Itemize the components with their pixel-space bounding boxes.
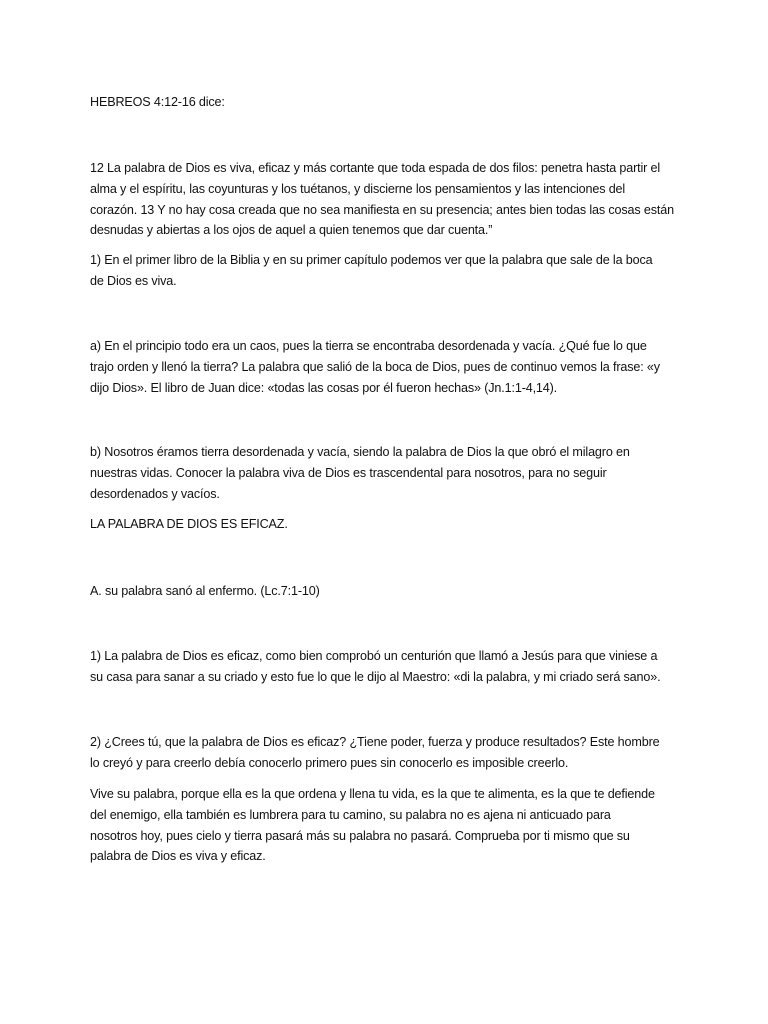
closing-paragraph: Vive su palabra, porque ella es la que ordena y llena tu vida, es la que te alimenta, es la que te defiende del enemigo, ella también es lumbrera para tu camino, su palabra no es ajena ni anticuado para nosotros hoy, pues cielo y tierra pasará más su palabra no pasará. Comprueba por ti mismo que su palabra de Dios es viva y eficaz. [90,787,655,864]
subsection-a-title: A. su palabra sanó al enfermo. (Lc.7:1-10) [90,584,320,598]
document-heading: HEBREOS 4:12-16 dice: [90,95,225,109]
point-1-paragraph: 1) En el primer libro de la Biblia y en su primer capítulo podemos ver que la palabra que sale de la boca de Dios es viva. [90,253,653,288]
point-b-paragraph: b) Nosotros éramos tierra desordenada y vacía, siendo la palabra de Dios la que obró el milagro en nuestras vidas. Conocer la palabra viva de Dios es trascendental para nosotros, para no seguir desordenados y vacíos. [90,445,630,501]
point-a-paragraph: a) En el principio todo era un caos, pues la tierra se encontraba desordenada y vacía. ¿Qué fue lo que trajo orden y llenó la tierra? La palabra que salió de la boca de Dios, pues de continuo vemos la frase: «y dijo Dios». El libro de Juan dice: «todas las cosas por él fueron hechas» (Jn.1:1-4,14). [90,339,660,395]
section-title: LA PALABRA DE DIOS ES EFICAZ. [90,517,288,531]
eficaz-point-1-paragraph: 1) La palabra de Dios es eficaz, como bien comprobó un centurión que llamó a Jesús para que viniese a su casa para sanar a su criado y esto fue lo que le dijo al Maestro: «di la palabra, y mi criado será sano». [90,649,661,684]
verse-paragraph: 12 La palabra de Dios es viva, eficaz y más cortante que toda espada de dos filos: penetra hasta partir el alma y el espíritu, las coyunturas y los tuétanos, y discierne los pensamientos y las intenciones del corazón. 13 Y no hay cosa creada que no sea manifiesta en su presencia; antes bien todas las cosas están desnudas y abiertas a los ojos de aquel a quien tenemos que dar cuenta.” [90,161,674,238]
eficaz-point-2-paragraph: 2) ¿Crees tú, que la palabra de Dios es eficaz? ¿Tiene poder, fuerza y produce resultados? Este hombre lo creyó y para creerlo debía conocerlo primero pues sin conocerlo es imposible creerlo. [90,735,660,770]
